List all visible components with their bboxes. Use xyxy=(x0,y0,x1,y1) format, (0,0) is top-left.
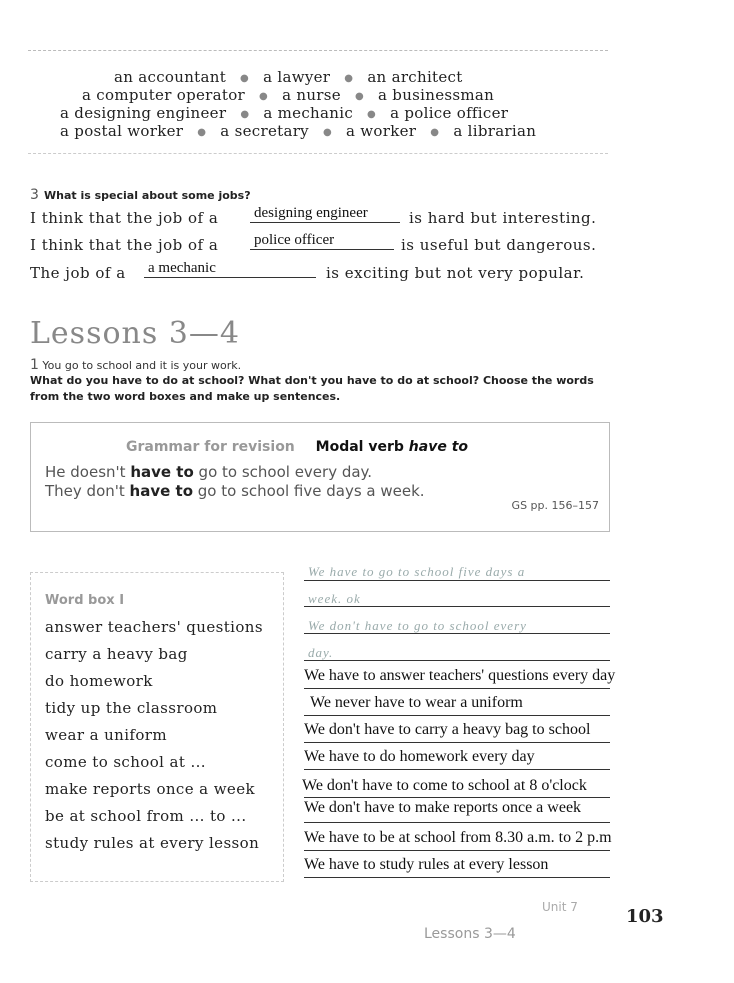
footer-unit: Unit 7 xyxy=(542,900,578,914)
job-item: a lawyer xyxy=(263,68,331,86)
jobs-row-2 xyxy=(82,86,494,104)
task-1-question: What do you have to do at school? What don't you have to do at school? Choose the words from the two word boxes and make up sentences. xyxy=(30,374,594,403)
answer-rule xyxy=(304,580,610,581)
bullet-icon: ● xyxy=(197,126,207,138)
word-box-item: carry a heavy bag xyxy=(45,645,188,663)
job-item: a mechanic xyxy=(263,104,354,122)
grammar-label: Grammar for revision xyxy=(126,439,295,455)
word-box-item: be at school from ... to ... xyxy=(45,807,247,825)
jobs-box-top-border xyxy=(28,50,608,51)
bullet-icon: ● xyxy=(240,72,250,84)
exercise-question: What is special about some jobs? xyxy=(44,189,251,202)
grammar-example-1 xyxy=(45,463,372,481)
grammar-topic xyxy=(316,439,468,455)
handwritten-answer[interactable]: We never have to wear a uniform xyxy=(310,694,523,711)
word-box xyxy=(30,572,284,882)
job-item: a designing engineer xyxy=(60,104,227,122)
bullet-icon: ● xyxy=(259,90,269,102)
answer-rule xyxy=(304,850,610,851)
task-1-intro xyxy=(30,357,241,373)
bullet-icon: ● xyxy=(344,72,354,84)
grammar-box xyxy=(30,422,610,532)
answer-rule xyxy=(304,606,610,607)
sentence-2-end: is useful but dangerous. xyxy=(401,236,597,254)
job-item: a worker xyxy=(345,122,417,140)
handwritten-answer[interactable]: We have to do homework every day xyxy=(304,748,535,765)
sentence-3-end: is exciting but not very popular. xyxy=(326,264,585,282)
grammar-example-bold: have to xyxy=(130,463,194,481)
job-item: a police officer xyxy=(390,104,509,122)
grammar-topic-plain: Modal verb xyxy=(315,439,404,455)
answer-rule xyxy=(304,822,610,823)
exercise-3-heading xyxy=(30,184,251,203)
task-number: 1 xyxy=(30,357,39,373)
job-item: a businessman xyxy=(377,86,495,104)
sentence-1-end: is hard but interesting. xyxy=(409,209,597,227)
sentence-1-start: I think that the job of a xyxy=(30,209,219,227)
jobs-row-4 xyxy=(60,122,536,140)
answer-rule xyxy=(304,797,610,798)
job-item: a nurse xyxy=(282,86,341,104)
answer-rule xyxy=(304,715,610,716)
answer-rule xyxy=(304,660,610,661)
grammar-example-bold: have to xyxy=(129,482,193,500)
jobs-box-bottom-border xyxy=(28,153,608,154)
handwritten-answer[interactable]: We don't have to come to school at 8 o'clock xyxy=(302,777,587,794)
faint-answer-line: We don't have to go to school every xyxy=(308,618,527,633)
handwritten-answer[interactable]: We have to answer teachers' questions every day xyxy=(304,667,616,684)
word-box-item: answer teachers' questions xyxy=(45,618,263,636)
grammar-example-text: They don't xyxy=(45,482,125,500)
handwritten-answer[interactable]: We don't have to carry a heavy bag to school xyxy=(304,721,591,738)
grammar-example-2 xyxy=(45,482,425,500)
grammar-topic-italic: have to xyxy=(408,439,469,455)
word-box-item: make reports once a week xyxy=(45,780,255,798)
word-box-item: tidy up the classroom xyxy=(45,699,218,717)
faint-answer-line: week. ok xyxy=(308,591,361,606)
job-item: a secretary xyxy=(220,122,309,140)
word-box-title: Word box I xyxy=(45,593,125,608)
job-item: an architect xyxy=(367,68,463,86)
job-item: a computer operator xyxy=(82,86,246,104)
word-box-item: study rules at every lesson xyxy=(45,834,260,852)
answer-rule xyxy=(304,633,610,634)
word-box-item: do homework xyxy=(45,672,153,690)
bullet-icon: ● xyxy=(367,108,377,120)
job-item: a librarian xyxy=(453,122,537,140)
footer-lessons: Lessons 3—4 xyxy=(424,926,516,942)
lesson-title: Lessons 3—4 xyxy=(30,316,240,351)
bullet-icon: ● xyxy=(240,108,250,120)
word-box-item: come to school at ... xyxy=(45,753,206,771)
bullet-icon: ● xyxy=(322,126,332,138)
jobs-row-1 xyxy=(114,68,463,86)
task-intro-text: You go to school and it is your work. xyxy=(42,359,242,372)
faint-answer-line: We have to go to school five days a xyxy=(308,564,526,579)
grammar-heading xyxy=(126,439,468,455)
job-item: a postal worker xyxy=(60,122,184,140)
exercise-number: 3 xyxy=(30,187,39,203)
grammar-example-text: He doesn't xyxy=(45,463,126,481)
answer-rule xyxy=(304,877,610,878)
job-item: an accountant xyxy=(114,68,227,86)
sentence-3-start: The job of a xyxy=(30,264,126,282)
answer-rule xyxy=(304,769,610,770)
word-box-item: wear a uniform xyxy=(45,726,168,744)
grammar-example-text: go to school every day. xyxy=(198,463,373,481)
answer-rule xyxy=(304,742,610,743)
handwritten-answer[interactable]: We have to study rules at every lesson xyxy=(304,856,549,873)
answer-rule xyxy=(304,688,610,689)
grammar-example-text: go to school five days a week. xyxy=(197,482,425,500)
jobs-row-3 xyxy=(60,104,508,122)
sentence-2-start: I think that the job of a xyxy=(30,236,219,254)
page-number: 103 xyxy=(626,906,664,927)
handwritten-answer[interactable]: We have to be at school from 8.30 a.m. to 2 p.m xyxy=(304,829,612,846)
handwritten-answer[interactable]: We don't have to make reports once a week xyxy=(304,799,582,816)
grammar-reference: GS pp. 156–157 xyxy=(511,499,599,512)
answer-blank-1[interactable]: designing engineer xyxy=(250,205,400,223)
answer-blank-3[interactable]: a mechanic xyxy=(144,260,316,278)
bullet-icon: ● xyxy=(430,126,440,138)
answer-blank-2[interactable]: police officer xyxy=(250,232,394,250)
bullet-icon: ● xyxy=(354,90,364,102)
faint-answer-line: day. xyxy=(308,645,334,660)
